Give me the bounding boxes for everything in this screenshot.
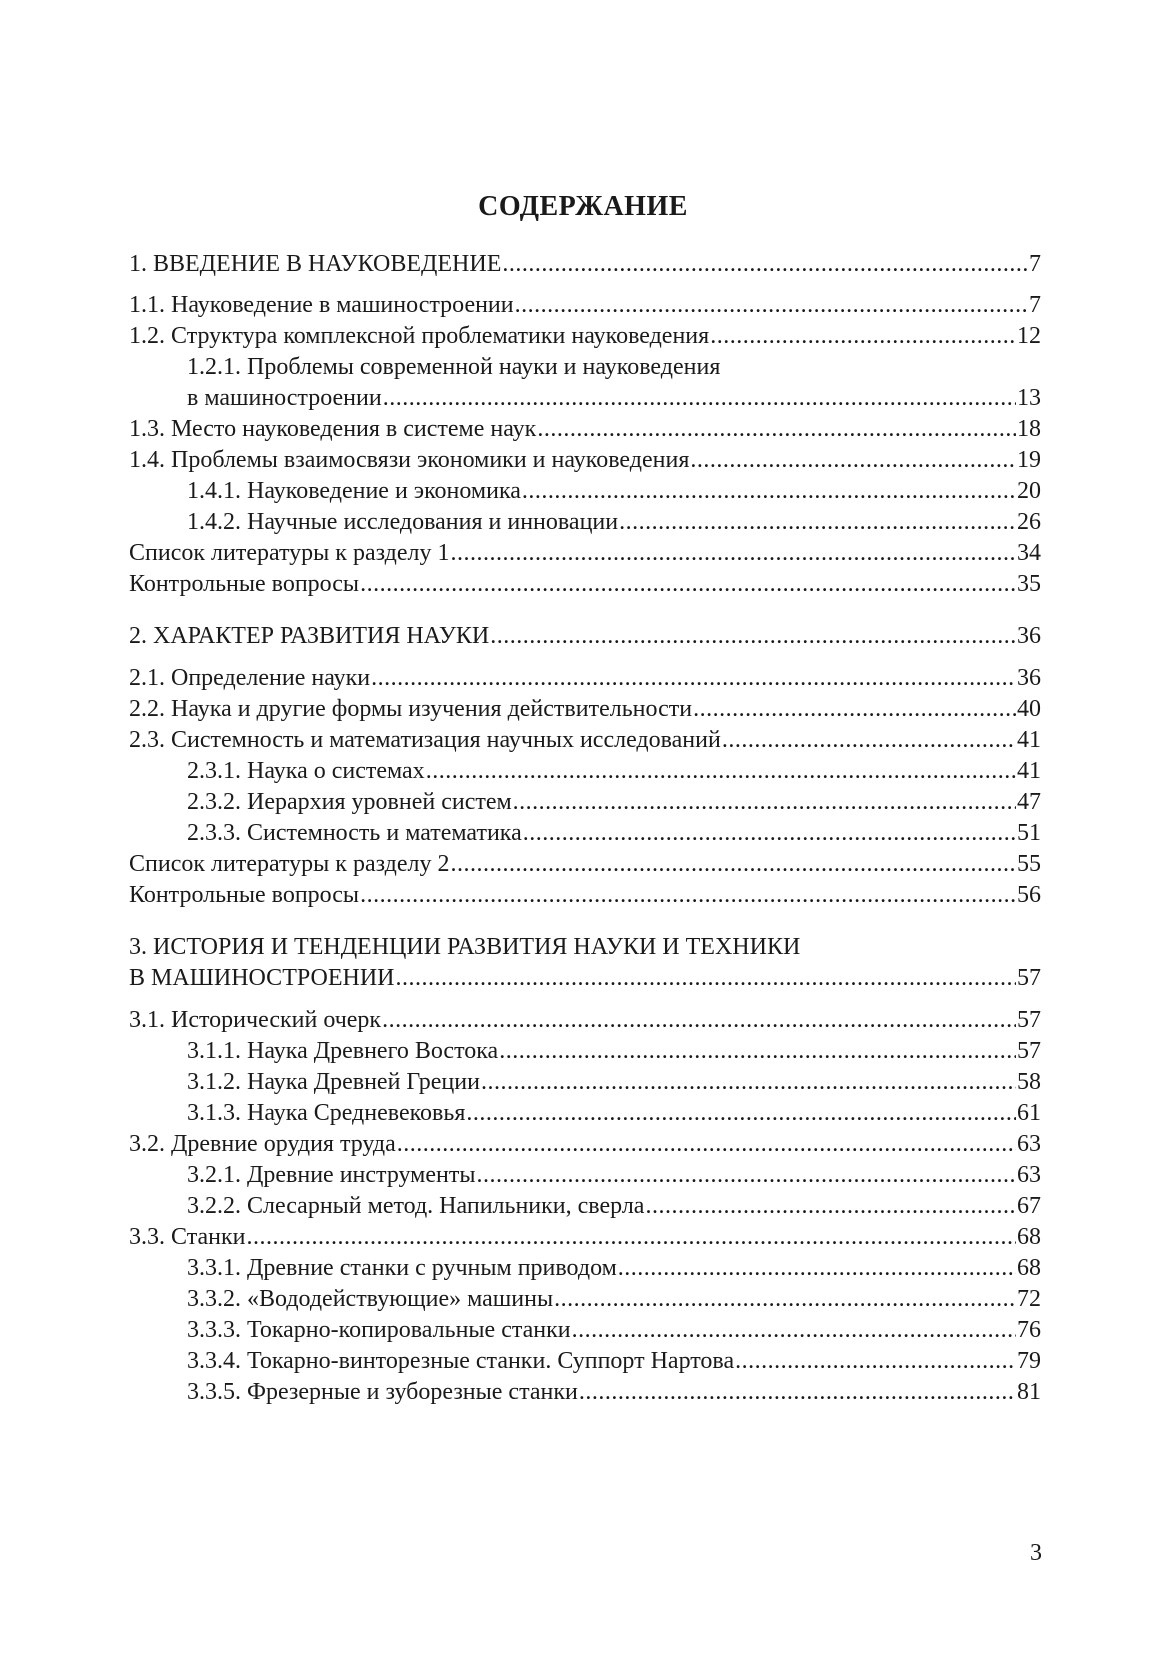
toc-entry[interactable]: [129, 537, 1041, 569]
toc-entry-page: 63: [1017, 1131, 1041, 1157]
toc-entry-page: 47: [1017, 789, 1041, 815]
toc-entry-page: 34: [1017, 540, 1041, 566]
toc-entry-page: 26: [1017, 509, 1041, 535]
toc-entry[interactable]: [187, 475, 1041, 507]
dot-leader: [466, 1097, 1016, 1129]
dot-leader: [476, 1159, 1016, 1191]
dot-leader: [522, 475, 1016, 507]
toc-entry-title: 2.3.3. Системность и математика: [187, 820, 522, 846]
dot-leader: [735, 1345, 1016, 1377]
toc-entry[interactable]: [187, 1345, 1041, 1377]
toc-entry-title: 1.2.1. Проблемы современной науки и науковедения: [187, 354, 721, 380]
toc-entry-page: 56: [1017, 882, 1041, 908]
toc-entry-title: 3.2. Древние орудия труда: [129, 1131, 396, 1157]
dot-leader: [572, 1314, 1016, 1346]
dot-leader: [710, 320, 1016, 352]
toc-entry-title: 3.1.1. Наука Древнего Востока: [187, 1038, 499, 1064]
toc-entry[interactable]: [187, 1097, 1041, 1129]
toc-entry[interactable]: [187, 1376, 1041, 1408]
dot-leader: [371, 662, 1016, 694]
toc-entry[interactable]: [187, 1314, 1041, 1346]
toc-entry[interactable]: [129, 248, 1041, 280]
toc-entry-page: 72: [1017, 1286, 1041, 1312]
dot-leader: [513, 786, 1016, 818]
toc-entry-title: 1.3. Место науковедения в системе наук: [129, 416, 537, 442]
toc-entry[interactable]: [187, 1283, 1041, 1315]
dot-leader: [490, 620, 1016, 652]
toc-entry[interactable]: [187, 1066, 1041, 1098]
toc-entry[interactable]: [129, 1221, 1041, 1253]
toc-entry-title: 2.3. Системность и математизация научных исследований: [129, 727, 721, 753]
toc-entry-title: в машиностроении: [187, 385, 382, 411]
dot-leader: [426, 755, 1016, 787]
toc-entry-page: 58: [1017, 1069, 1041, 1095]
dot-leader: [537, 413, 1016, 445]
dot-leader: [499, 1035, 1016, 1067]
page-title: СОДЕРЖАНИЕ: [478, 191, 688, 222]
toc-entry-title: 2.2. Наука и другие формы изучения действительности: [129, 696, 693, 722]
toc-entry[interactable]: [129, 444, 1041, 476]
toc-entry-title: 3.3.2. «Вододействующие» машины: [187, 1286, 554, 1312]
toc-entry[interactable]: [187, 1159, 1041, 1191]
toc-entry-title: 1.2. Структура комплексной проблематики науковедения: [129, 323, 710, 349]
dot-leader: [722, 724, 1016, 756]
toc-entry-title: 3.3.1. Древние станки с ручным приводом: [187, 1255, 617, 1281]
toc-entry-heading-line[interactable]: [129, 931, 1041, 963]
toc-entry-title: 1.4.1. Науковедение и экономика: [187, 478, 521, 504]
toc-entry-title: 1.4. Проблемы взаимосвязи экономики и науковедения: [129, 447, 690, 473]
toc-entry[interactable]: [187, 755, 1041, 787]
toc-entry[interactable]: [129, 1128, 1041, 1160]
toc-entry[interactable]: [129, 1004, 1041, 1036]
toc-entry[interactable]: [187, 817, 1041, 849]
toc-entry-title: 3. ИСТОРИЯ И ТЕНДЕНЦИИ РАЗВИТИЯ НАУКИ И ТЕХНИКИ: [129, 934, 801, 960]
toc-entry-page: 18: [1017, 416, 1041, 442]
toc-entry[interactable]: [187, 1035, 1041, 1067]
toc-entry-title: 2.1. Определение науки: [129, 665, 371, 691]
dot-leader: [395, 962, 1016, 994]
toc-entry-title: 2.3.2. Иерархия уровней систем: [187, 789, 512, 815]
toc-entry[interactable]: [187, 1190, 1041, 1222]
toc-entry[interactable]: [187, 1252, 1041, 1284]
toc-entry-page: 12: [1017, 323, 1041, 349]
toc-entry-title: 3.3.5. Фрезерные и зуборезные станки: [187, 1379, 578, 1405]
dot-leader: [451, 848, 1017, 880]
toc-entry[interactable]: [129, 620, 1041, 652]
toc-entry-page: 36: [1017, 665, 1041, 691]
toc-entry-page: 51: [1017, 820, 1041, 846]
toc-entry[interactable]: [129, 724, 1041, 756]
toc-entry-page: 68: [1017, 1255, 1041, 1281]
toc-entry-page: 7: [1029, 292, 1041, 318]
dot-leader: [645, 1190, 1016, 1222]
dot-leader: [360, 879, 1016, 911]
dot-leader: [523, 817, 1016, 849]
dot-leader: [502, 248, 1028, 280]
toc-entry-page: 68: [1017, 1224, 1041, 1250]
toc-entry-page: 76: [1017, 1317, 1041, 1343]
toc-entry-title: 3.1.3. Наука Средневековья: [187, 1100, 466, 1126]
toc-entry-heading-line[interactable]: [187, 351, 1041, 383]
toc-entry[interactable]: [129, 962, 1041, 994]
toc-entry[interactable]: [187, 382, 1041, 414]
dot-leader: [515, 289, 1028, 321]
page-number: 3: [1030, 1540, 1042, 1566]
dot-leader: [397, 1128, 1016, 1160]
toc-entry-title: Список литературы к разделу 1: [129, 540, 450, 566]
toc-entry-page: 57: [1017, 1007, 1041, 1033]
dot-leader: [579, 1376, 1016, 1408]
toc-entry[interactable]: [129, 289, 1041, 321]
toc-entry-page: 79: [1017, 1348, 1041, 1374]
toc-entry-page: 19: [1017, 447, 1041, 473]
toc-entry-page: 55: [1017, 851, 1041, 877]
toc-entry-page: 63: [1017, 1162, 1041, 1188]
toc-entry-title: Контрольные вопросы: [129, 882, 360, 908]
toc-entry-title: Список литературы к разделу 2: [129, 851, 450, 877]
dot-leader: [451, 537, 1017, 569]
toc-entry-title: 1.4.2. Научные исследования и инновации: [187, 509, 619, 535]
dot-leader: [554, 1283, 1016, 1315]
toc-entry-page: 13: [1017, 385, 1041, 411]
dot-leader: [619, 506, 1016, 538]
table-of-contents: [129, 0, 1041, 1654]
toc-entry-title: 2. ХАРАКТЕР РАЗВИТИЯ НАУКИ: [129, 623, 490, 649]
toc-entry[interactable]: [187, 506, 1041, 538]
toc-entry-title: Контрольные вопросы: [129, 571, 360, 597]
toc-entry[interactable]: [129, 662, 1041, 694]
dot-leader: [382, 1004, 1016, 1036]
toc-entry-page: 41: [1017, 758, 1041, 784]
toc-entry[interactable]: [129, 879, 1041, 911]
dot-leader: [481, 1066, 1016, 1098]
toc-entry-title: 1. ВВЕДЕНИЕ В НАУКОВЕДЕНИЕ: [129, 251, 502, 277]
toc-entry[interactable]: [187, 786, 1041, 818]
toc-entry[interactable]: [129, 568, 1041, 600]
toc-entry[interactable]: [129, 693, 1041, 725]
toc-entry-page: 20: [1017, 478, 1041, 504]
toc-entry-page: 67: [1017, 1193, 1041, 1219]
toc-entry-page: 36: [1017, 623, 1041, 649]
toc-entry-title: 3.1. Исторический очерк: [129, 1007, 382, 1033]
toc-entry[interactable]: [129, 320, 1041, 352]
toc-entry-title: 2.3.1. Наука о системах: [187, 758, 425, 784]
toc-entry[interactable]: [129, 848, 1041, 880]
toc-entry-page: 57: [1017, 965, 1041, 991]
toc-entry-title: 3.2.2. Слесарный метод. Напильники, сверла: [187, 1193, 645, 1219]
toc-entry-title: 3.3.3. Токарно-копировальные станки: [187, 1317, 571, 1343]
toc-entry-title: 3.3.4. Токарно-винторезные станки. Суппорт Нартова: [187, 1348, 735, 1374]
toc-entry-page: 61: [1017, 1100, 1041, 1126]
toc-entry-title: 3.3. Станки: [129, 1224, 246, 1250]
toc-entry-page: 81: [1017, 1379, 1041, 1405]
toc-entry-page: 40: [1017, 696, 1041, 722]
dot-leader: [693, 693, 1016, 725]
dot-leader: [618, 1252, 1016, 1284]
dot-leader: [246, 1221, 1016, 1253]
toc-entry-page: 7: [1029, 251, 1041, 277]
dot-leader: [383, 382, 1016, 414]
toc-entry-title: 1.1. Науковедение в машиностроении: [129, 292, 514, 318]
toc-entry-title: 3.2.1. Древние инструменты: [187, 1162, 476, 1188]
toc-entry-page: 41: [1017, 727, 1041, 753]
dot-leader: [690, 444, 1016, 476]
toc-entry-title: В МАШИНОСТРОЕНИИ: [129, 965, 395, 991]
toc-entry-page: 57: [1017, 1038, 1041, 1064]
toc-entry-title: 3.1.2. Наука Древней Греции: [187, 1069, 480, 1095]
toc-entry-page: 35: [1017, 571, 1041, 597]
dot-leader: [360, 568, 1016, 600]
toc-entry[interactable]: [129, 413, 1041, 445]
